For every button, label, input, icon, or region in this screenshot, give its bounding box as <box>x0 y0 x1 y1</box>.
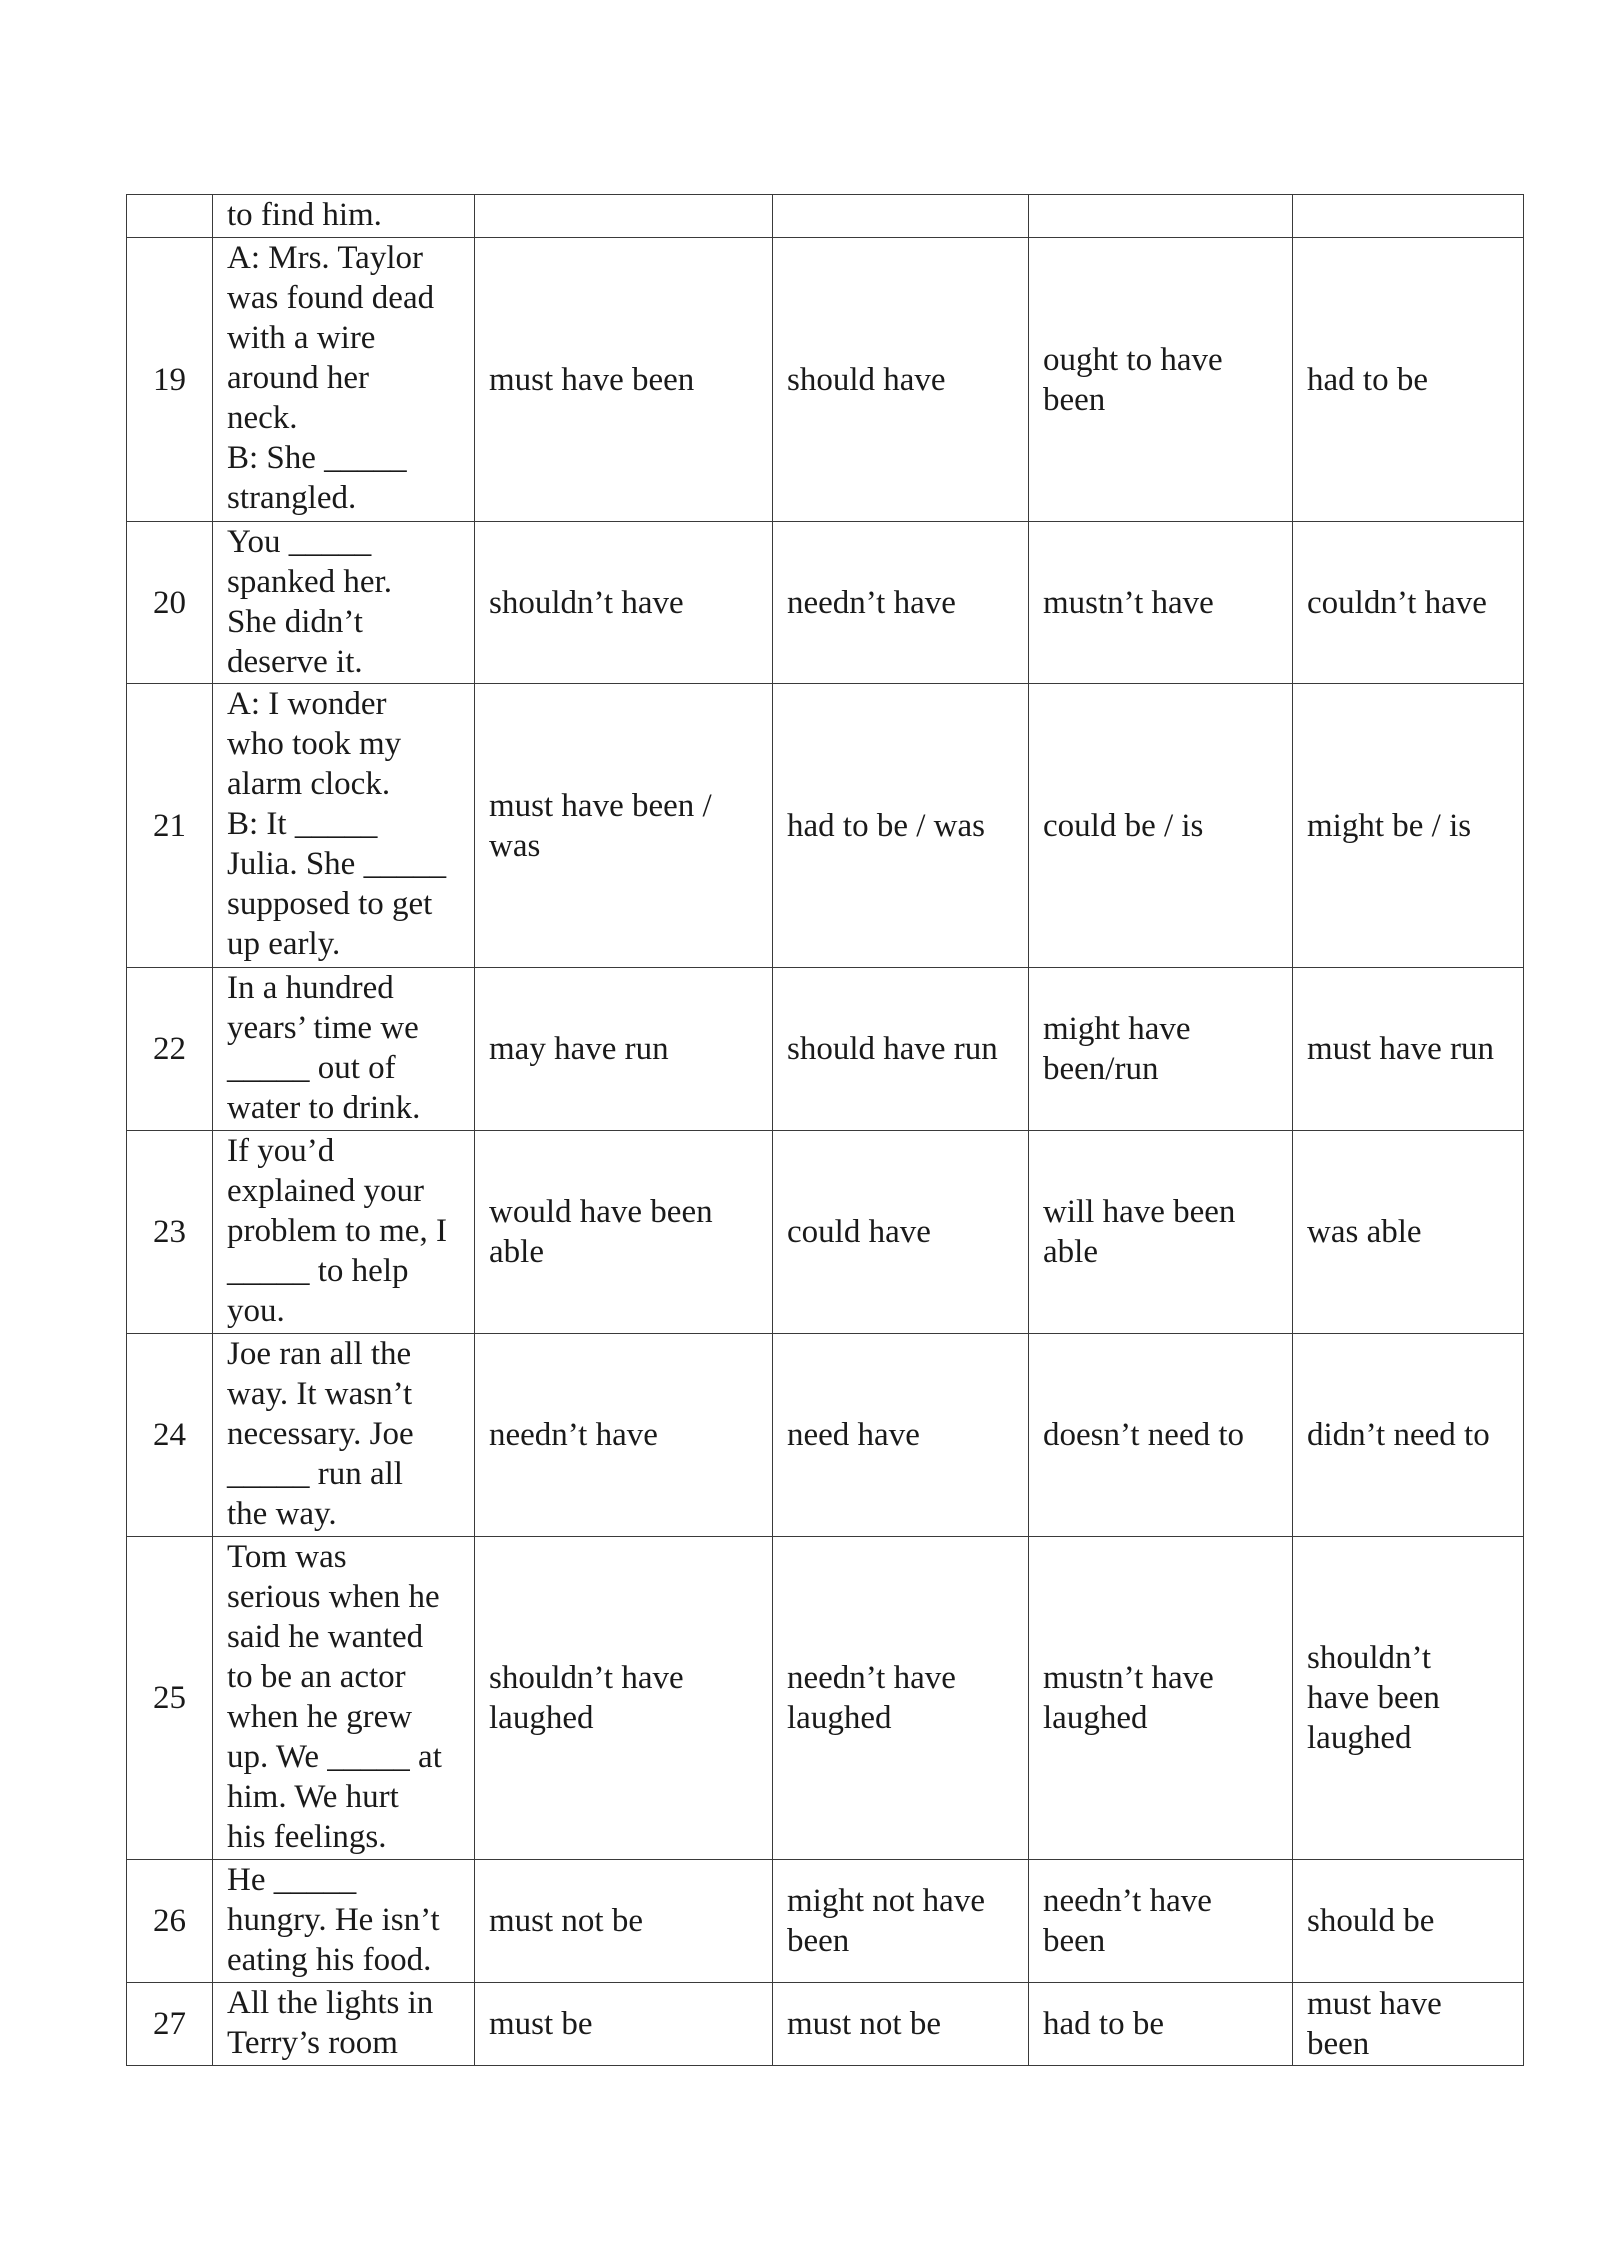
table-row <box>127 195 1524 238</box>
modal-verbs-quiz-table <box>126 194 1524 2066</box>
table-row <box>127 1334 1524 1537</box>
option-a: must be <box>475 1983 773 2066</box>
option-d <box>1293 195 1524 238</box>
question-text: Tom was serious when he said he wanted to be an actor when he grew up. We _____ at him. We hurt his feelings. <box>213 1537 475 1860</box>
option-a: shouldn’t have laughed <box>475 1537 773 1860</box>
option-b <box>773 195 1029 238</box>
question-text: A: Mrs. Taylor was found dead with a wire around her neck. B: She _____ strangled. <box>213 238 475 522</box>
option-a: must not be <box>475 1860 773 1983</box>
option-c: doesn’t need to <box>1029 1334 1293 1537</box>
option-a <box>475 195 773 238</box>
option-d: didn’t need to <box>1293 1334 1524 1537</box>
option-a: would have been able <box>475 1131 773 1334</box>
option-d: must have been <box>1293 1983 1524 2066</box>
option-c: will have been able <box>1029 1131 1293 1334</box>
option-d: couldn’t have <box>1293 522 1524 684</box>
option-b: should have <box>773 238 1029 522</box>
question-number: 19 <box>127 238 213 522</box>
question-text: to find him. <box>213 195 475 238</box>
option-c: mustn’t have <box>1029 522 1293 684</box>
option-c: might have been/run <box>1029 968 1293 1131</box>
option-b: need have <box>773 1334 1029 1537</box>
option-c: mustn’t have laughed <box>1029 1537 1293 1860</box>
option-c <box>1029 195 1293 238</box>
table-row <box>127 1131 1524 1334</box>
question-number: 25 <box>127 1537 213 1860</box>
question-text: A: I wonder who took my alarm clock. B: It _____ Julia. She _____ supposed to get up early. <box>213 684 475 968</box>
question-number: 27 <box>127 1983 213 2066</box>
option-b: should have run <box>773 968 1029 1131</box>
table-row <box>127 684 1524 968</box>
option-d: might be / is <box>1293 684 1524 968</box>
question-text: Joe ran all the way. It wasn’t necessary. Joe _____ run all the way. <box>213 1334 475 1537</box>
question-number: 20 <box>127 522 213 684</box>
option-d: had to be <box>1293 238 1524 522</box>
option-d: must have run <box>1293 968 1524 1131</box>
option-a: shouldn’t have <box>475 522 773 684</box>
question-text: He _____ hungry. He isn’t eating his food. <box>213 1860 475 1983</box>
option-a: may have run <box>475 968 773 1131</box>
option-b: might not have been <box>773 1860 1029 1983</box>
option-c: needn’t have been <box>1029 1860 1293 1983</box>
table-row <box>127 1537 1524 1860</box>
option-b: needn’t have <box>773 522 1029 684</box>
option-a: must have been <box>475 238 773 522</box>
option-b: had to be / was <box>773 684 1029 968</box>
option-d: was able <box>1293 1131 1524 1334</box>
table-row <box>127 522 1524 684</box>
option-a: needn’t have <box>475 1334 773 1537</box>
option-b: could have <box>773 1131 1029 1334</box>
option-b: must not be <box>773 1983 1029 2066</box>
question-number: 23 <box>127 1131 213 1334</box>
table-row <box>127 1983 1524 2066</box>
table-row <box>127 238 1524 522</box>
question-number: 22 <box>127 968 213 1131</box>
question-number <box>127 195 213 238</box>
table-row <box>127 968 1524 1131</box>
question-text: All the lights in Terry’s room <box>213 1983 475 2066</box>
question-text: You _____ spanked her. She didn’t deserve it. <box>213 522 475 684</box>
option-c: could be / is <box>1029 684 1293 968</box>
option-c: had to be <box>1029 1983 1293 2066</box>
option-d: should be <box>1293 1860 1524 1983</box>
question-number: 21 <box>127 684 213 968</box>
table-row <box>127 1860 1524 1983</box>
option-a: must have been / was <box>475 684 773 968</box>
question-number: 24 <box>127 1334 213 1537</box>
option-d: shouldn’t have been laughed <box>1293 1537 1524 1860</box>
question-number: 26 <box>127 1860 213 1983</box>
option-c: ought to have been <box>1029 238 1293 522</box>
worksheet <box>126 194 1523 2066</box>
question-text: If you’d explained your problem to me, I _____ to help you. <box>213 1131 475 1334</box>
option-b: needn’t have laughed <box>773 1537 1029 1860</box>
question-text: In a hundred years’ time we _____ out of water to drink. <box>213 968 475 1131</box>
